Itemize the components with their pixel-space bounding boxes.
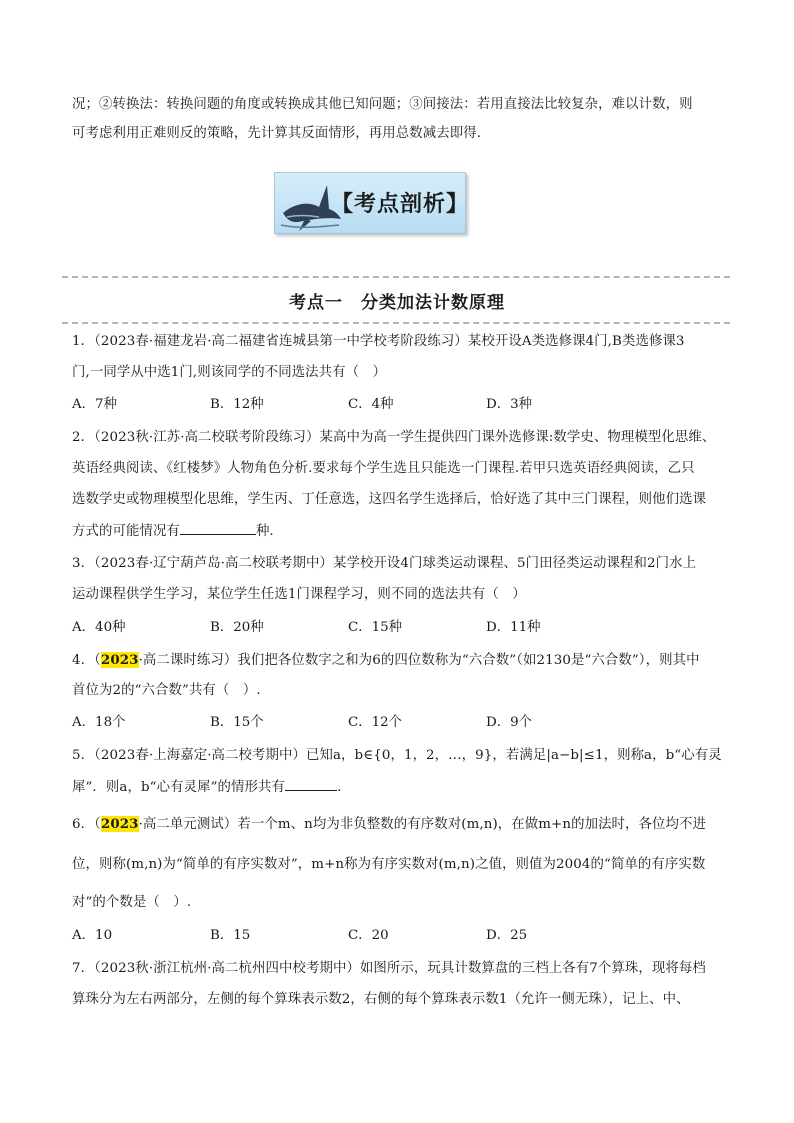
q6-option-d: D．25	[486, 928, 528, 943]
q6-option-c: C．20	[348, 928, 389, 943]
q6-year-highlight: 2023	[100, 816, 139, 832]
q6-line-1-text: ·高二单元测试）若一个m、n均为非负整数的有序数对(m,n)，在做m+n的加法时，各位均不进	[138, 817, 706, 832]
section-badge	[274, 172, 470, 234]
q1-line-1: 1．（2023春·福建龙岩·高二福建省连城县第一中学校考阶段练习）某校开设A类选修课4门,B类选修课3	[72, 334, 685, 349]
q4-number: 4．（	[72, 653, 101, 668]
q7-line-2: 算珠分为左右两部分，左侧的每个算珠表示数2，右侧的每个算珠表示数1（允许一侧无珠），记上、中、	[72, 992, 690, 1007]
q7-line-1: 7．（2023秋·浙江杭州·高二杭州四中校考期中）如图所示，玩具计数算盘的三档上各有7个算珠，现将每档	[72, 961, 706, 976]
section-title: 考点一 分类加法计数原理	[289, 293, 505, 313]
q6-option-a: A．10	[72, 928, 113, 943]
q4-line-2: 首位为2的“六合数”共有（ ）.	[72, 683, 261, 698]
q4-option-c: C．12个	[348, 715, 403, 730]
q3-option-d: D．11种	[486, 620, 541, 635]
q6-line-2: 位，则称(m,n)为“简单的有序实数对”，m+n称为有序实数对(m,n)之值，则值为2004的“简单的有序实数	[72, 857, 706, 872]
q6-option-b: B．15	[210, 928, 251, 943]
badge-label: 【考点剖析】	[331, 191, 470, 217]
q2-answer-blank[interactable]	[180, 522, 256, 535]
q1-option-a: A．7种	[72, 397, 117, 412]
q2-line-2: 英语经典阅读、《红楼梦》人物角色分析.要求每个学生选且只能选一门课程.若甲只选英语经典阅读，乙只	[72, 461, 695, 476]
q2-line-4	[72, 522, 732, 541]
q6-number: 6．（	[72, 817, 101, 832]
q6-line-3: 对”的个数是（ ）.	[72, 895, 192, 910]
q3-option-c: C．15种	[348, 620, 403, 635]
q5-line-2	[72, 778, 732, 797]
q5-answer-blank[interactable]	[285, 778, 337, 791]
q2-line-1: 2．（2023秋·江苏·高二校联考阶段练习）某高中为高一学生提供四门课外选修课:数学史、物理模型化思维、	[72, 430, 716, 445]
q5-line-1: 5．（2023春·上海嘉定·高二校考期中）已知a，b∈{0，1，2，…，9}，若满足|a−b|≤1，则称a，b“心有灵	[72, 748, 722, 763]
q4-line-1	[72, 651, 732, 670]
q4-line-1-text: ·高二课时练习）我们把各位数字之和为6的四位数称为“六合数”（如2130是“六合数”），则其中	[138, 653, 700, 668]
q2-line-4-text: 方式的可能情况有	[72, 524, 180, 539]
q1-option-d: D．3种	[486, 397, 533, 412]
q6-line-1	[72, 815, 732, 834]
q3-option-b: B．20种	[210, 620, 264, 635]
q3-option-a: A．40种	[72, 620, 126, 635]
intro-line-2: 可考虑利用正难则反的策略，先计算其反面情形，再用总数减去即得.	[72, 126, 482, 141]
q4-option-d: D．9个	[486, 715, 533, 730]
q4-option-b: B．15个	[210, 715, 264, 730]
q3-line-1: 3．（2023春·辽宁葫芦岛·高二校联考期中）某学校开设4门球类运动课程、5门田径类运动课程和2门水上	[72, 556, 697, 571]
q4-year-highlight: 2023	[100, 652, 139, 668]
q4-option-a: A．18个	[72, 715, 126, 730]
intro-line-1: 况；②转换法：转换问题的角度或转换成其他已知问题；③间接法：若用直接法比较复杂，难以计数，则	[72, 97, 693, 112]
q3-line-2: 运动课程供学生学习，某位学生任选1门课程学习，则不同的选法共有（ ）	[72, 587, 526, 602]
q1-option-b: B．12种	[210, 397, 264, 412]
q1-option-c: C．4种	[348, 397, 394, 412]
q2-line-4-end: 种.	[255, 524, 274, 539]
q5-line-2-end: .	[336, 780, 342, 795]
q1-line-2: 门,一同学从中选1门,则该同学的不同选法共有（ ）	[72, 365, 387, 380]
divider-bottom	[62, 322, 730, 324]
divider-top	[62, 276, 730, 278]
q5-line-2-text: 犀”．则a，b“心有灵犀”的情形共有	[72, 780, 285, 795]
q2-line-3: 选数学史或物理模型化思维，学生丙、丁任意选，这四名学生选择后，恰好选了其中三门课程，则他们选课	[72, 492, 707, 507]
